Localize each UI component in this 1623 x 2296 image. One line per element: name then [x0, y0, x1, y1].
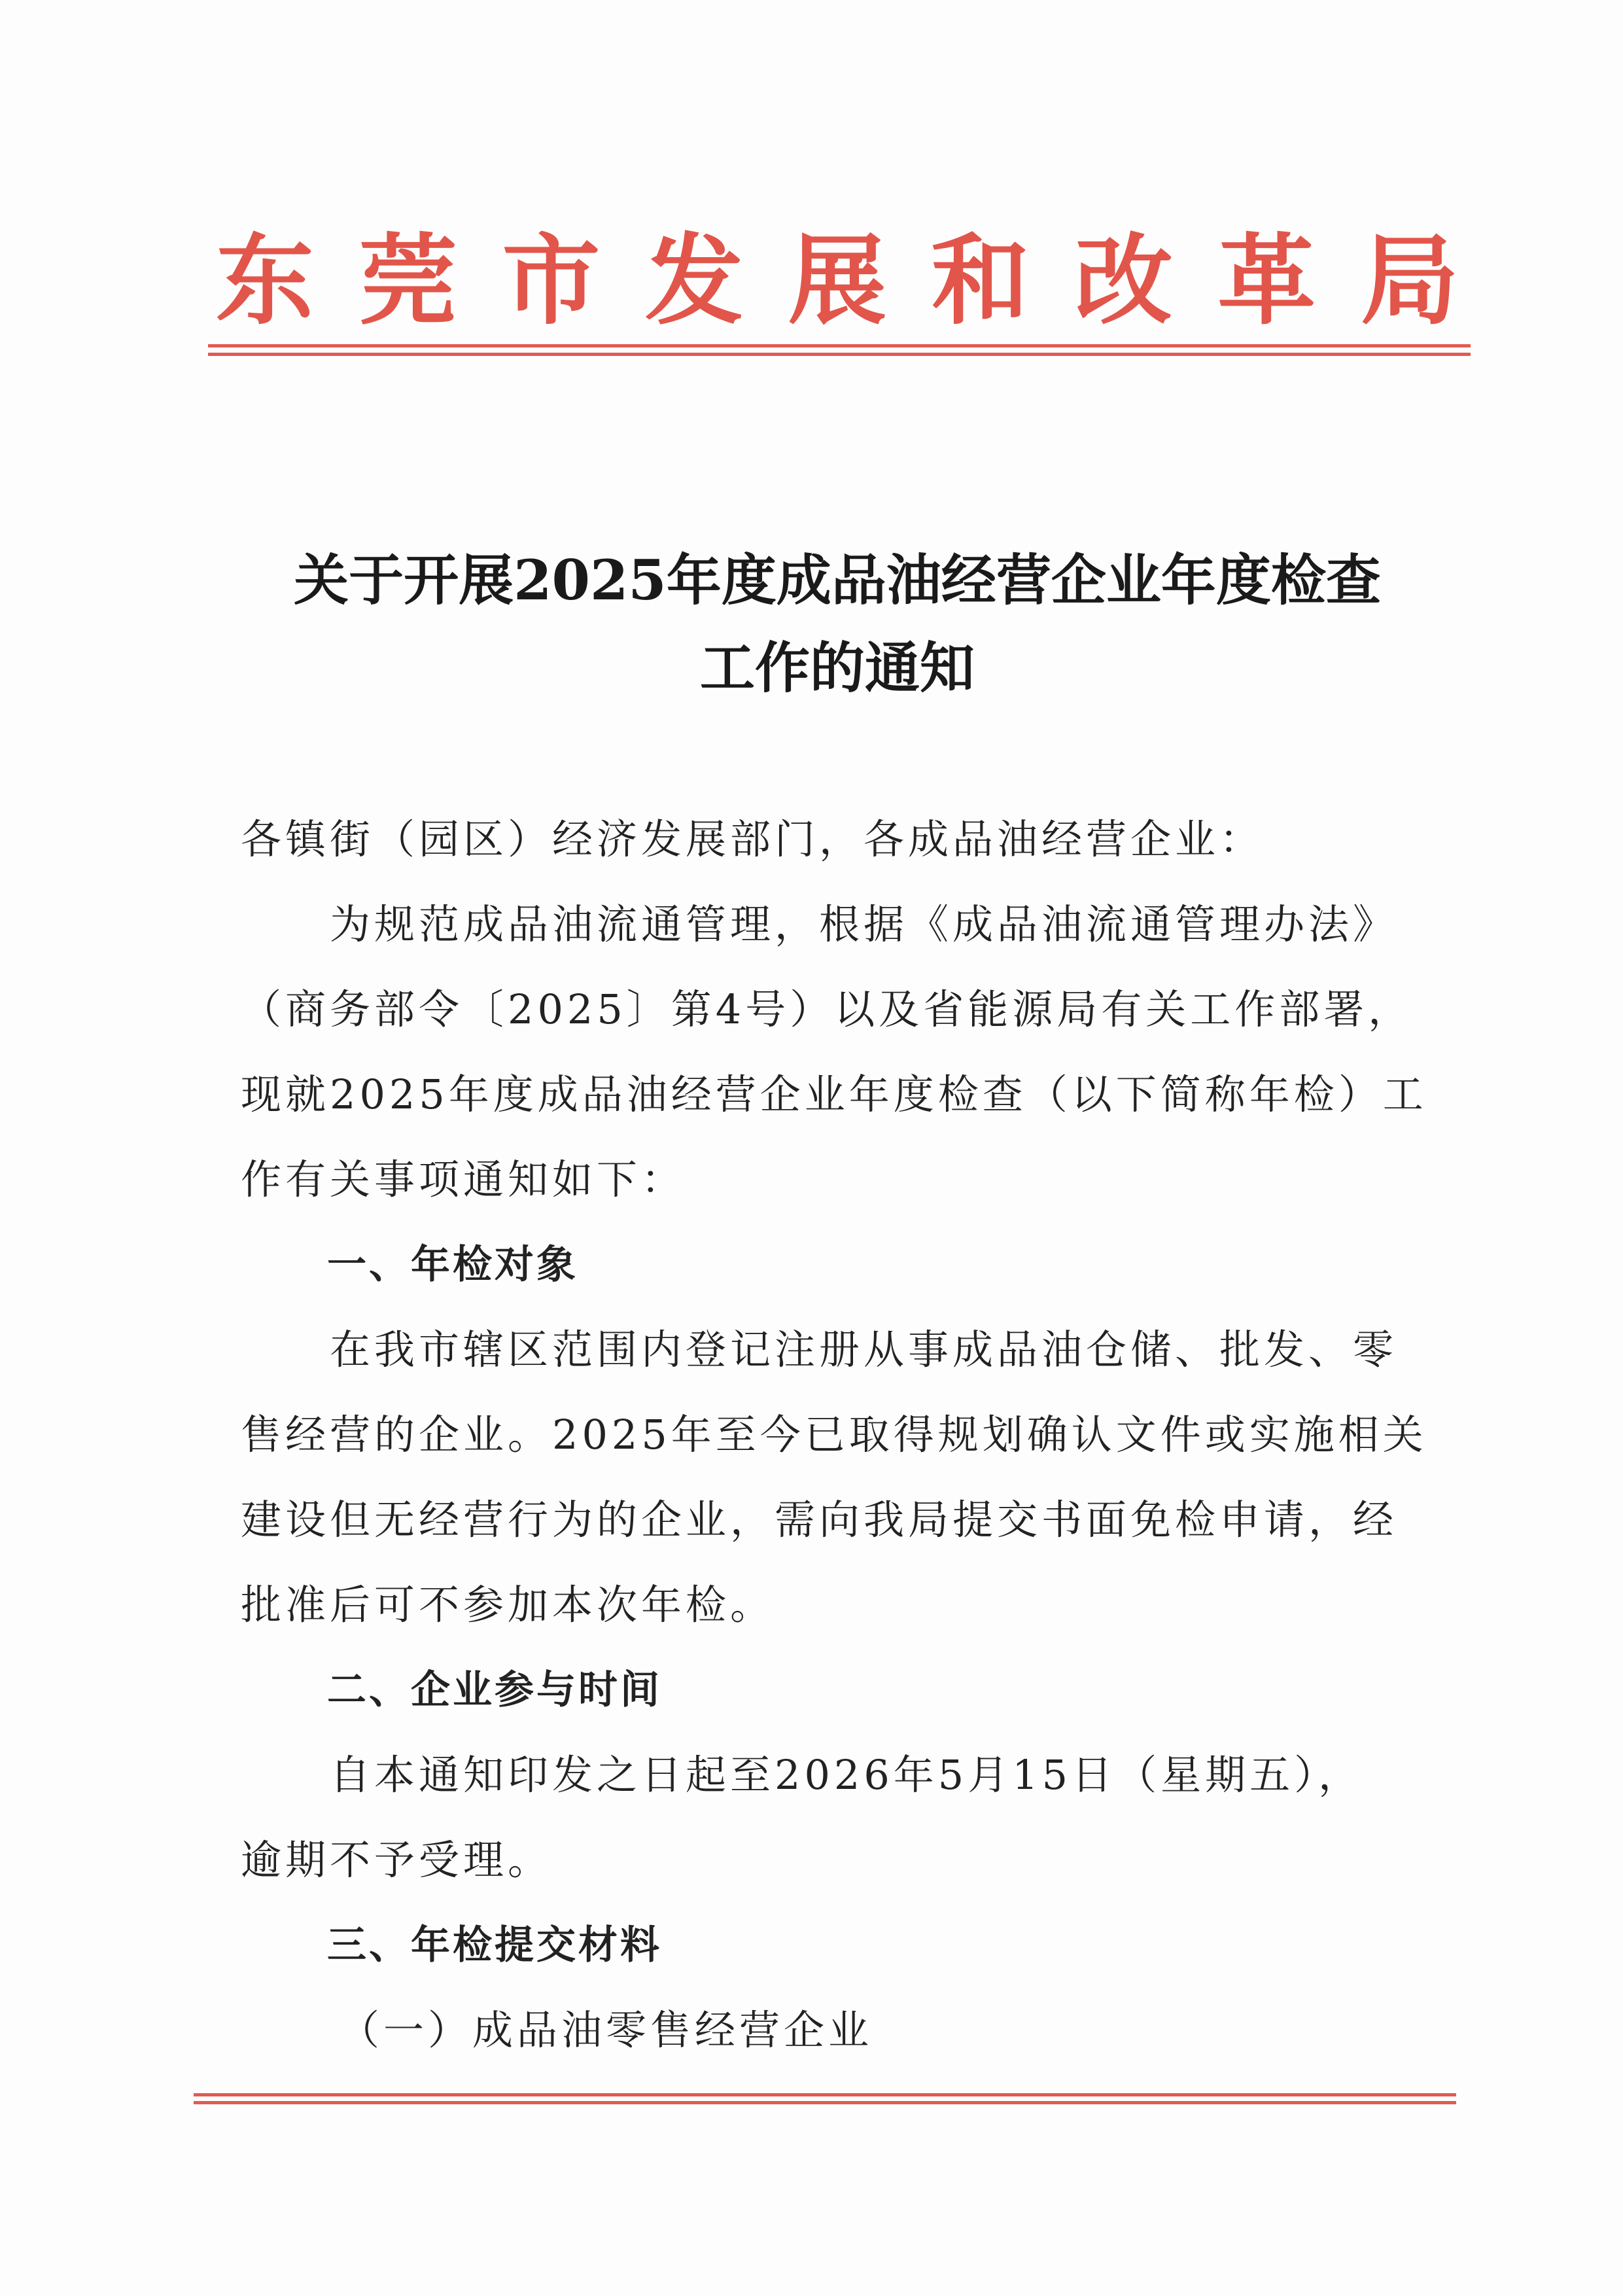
footer-rule-thin: [194, 2101, 1456, 2104]
section1-line: 在我市辖区范围内登记注册从事成品油仓储、批发、零: [330, 1326, 1398, 1373]
subsection-heading: （一）成品油零售经营企业: [339, 2006, 873, 2054]
section2-line: 逾期不予受理。: [241, 1836, 553, 1884]
letterhead-title: [216, 216, 1459, 347]
section1-line: 售经营的企业。2025年至今已取得规划确认文件或实施相关: [241, 1411, 1427, 1458]
intro-line: （商务部令〔2025〕第4号）以及省能源局有关工作部署，: [241, 985, 1413, 1033]
letterhead-char: 东: [216, 224, 315, 338]
section-heading-3: 三、年检提交材料: [327, 1922, 662, 1968]
intro-line: 为规范成品油流通管理，根据《成品油流通管理办法》: [330, 900, 1398, 948]
section1-line: 批准后可不参加本次年检。: [241, 1581, 775, 1629]
letterhead-char: 发: [645, 224, 744, 338]
letterhead-rule-thick: [208, 353, 1471, 356]
letterhead-rule-thin: [208, 344, 1471, 347]
letterhead-char: 莞: [358, 224, 457, 338]
section1-line: 建设但无经营行为的企业，需向我局提交书面免检申请，经: [241, 1496, 1398, 1544]
letterhead-char: 革: [1217, 224, 1316, 338]
section-heading-2: 二、企业参与时间: [327, 1667, 662, 1713]
section-heading-1: 一、年检对象: [327, 1242, 578, 1288]
salutation: 各镇街（园区）经济发展部门，各成品油经营企业：: [241, 815, 1265, 863]
intro-line: 作有关事项通知如下：: [241, 1156, 686, 1203]
document-body: [241, 797, 1425, 2073]
section2-line: 自本通知印发之日起至2026年5月15日（星期五），: [330, 1751, 1363, 1799]
intro-line: 现就2025年度成品油经营企业年度检查（以下简称年检）工: [241, 1070, 1427, 1118]
letterhead-char: 改: [1074, 224, 1173, 338]
letterhead-char: 展: [788, 224, 886, 338]
letterhead-char: 市: [502, 224, 601, 338]
document-title-line1: 关于开展2025年度成品油经营企业年度检查: [294, 548, 1381, 612]
footer-rule-thick: [194, 2093, 1456, 2096]
document-title-line2: 工作的通知: [699, 635, 975, 700]
letterhead-char: 和: [931, 224, 1030, 338]
document-title: [222, 537, 1452, 712]
letterhead-char: 局: [1360, 224, 1459, 338]
